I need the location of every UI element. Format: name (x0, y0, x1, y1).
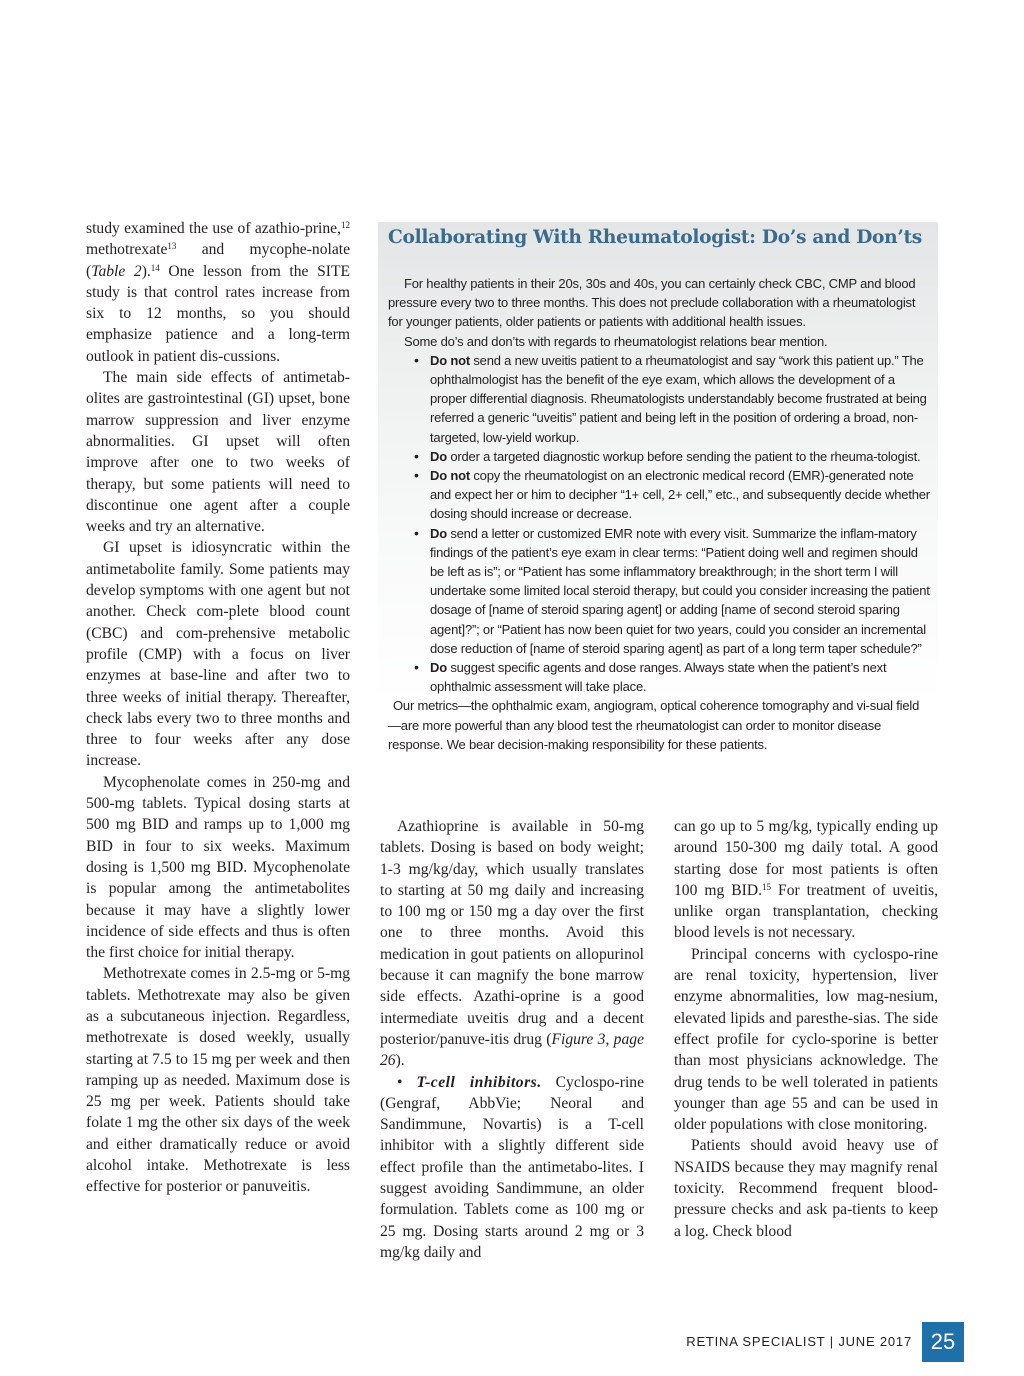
reference-superscript: 12 (341, 220, 350, 230)
paragraph: Patients should avoid heavy use of NSAIDS because they may magnify renal toxicity. Recommend frequent blood-pressure checks and ask pa-tients to keep a log. Check blood (674, 1137, 938, 1240)
bullet-icon: • (414, 524, 419, 541)
bullet-icon: • (414, 447, 419, 464)
bullet-icon: • (414, 467, 419, 484)
paragraph: Mycophenolate comes in 250-mg and 500-mg tablets. Typical dosing starts at 500 mg BID and ramps up to 1,000 mg BID in four to six weeks. Maximum dosing is 1,500 mg BID. Mycophenolate is popular among the antimetabolites because it may have a slightly lower incidence of side effects and thus is often the first choice for initial therapy. (86, 773, 350, 962)
list-item: • Do order a targeted diagnostic workup before sending the patient to the rheuma-tologist. (414, 447, 930, 466)
sidebar-intro: For healthy patients in their 20s, 30s and 40s, you can certainly check CBC, CMP and blood pressure every two to three months. This does not preclude collaboration with a rheumatologist for younger patients, older patients or patients with additional health issues. (388, 276, 916, 330)
reference-superscript: 14 (150, 262, 160, 273)
publication-info: RETINA SPECIALIST | JUNE 2017 (686, 1334, 912, 1349)
page-number: 25 (922, 1322, 964, 1362)
sidebar-intro-2: Some do’s and don’ts with regards to rheumatologist relations bear mention. (404, 333, 828, 349)
paragraph: Azathioprine is available in 50-mg tablets. Dosing is based on body weight; 1-3 mg/kg/day, which usually translates to starting at 50 mg daily and increasing to 100 mg or 150 mg a day over the first one to three months. Avoid this medication in gout patients on allopurinol because it can magnify the bone marrow side effects. Azathi-oprine is a good intermediate uveitis drug and a decent posterior/panuve-itis drug (Figure 3, page 26). (380, 818, 644, 1070)
paragraph: study examined the use of azathio-prine,$^{12}$ methotrexate$^{13}$ and mycophe-nolate (Table 2).$^{14}$ One lesson from the SITE study is that control rates increase from six to 12 months, so you should emphasize patience and a long-term outlook in patient dis-cussions. (86, 220, 350, 365)
paragraph: Principal concerns with cyclospo-rine are renal toxicity, hypertension, liver enzyme abnormalities, low mag-nesium, elevated lipids and paresthe-sias. The side effect profile for cyclo-sporine is better than most physicians acknowledge. The drug tends to be well tolerated in patients younger than age 55 and can be used in older populations with close monitoring. (674, 945, 938, 1134)
list-item: • Do not send a new uveitis patient to a rheumatologist and say “work this patient up.” The ophthalmologist has the benefit of the eye exam, which allows the development of a proper differential diagnosis. Rheumatologists understandably become frustrated at being referred a generic “uveitis” patient and being left in the position of ordering a broad, non-targeted, low-yield workup. (414, 351, 927, 445)
sidebar-list (388, 351, 930, 697)
page-footer (686, 1322, 964, 1362)
paragraph: GI upset is idiosyncratic within the antimetabolite family. Some patients may develop symptoms with one agent but not another. Check com-plete blood count (CBC) and com-prehensive metabolic profile (CMP) with a focus on liver enzymes at base-line and after two to three weeks of initial therapy. Thereafter, check labs every two to three months and three to four weeks after any dose increase. (86, 539, 350, 770)
list-item: • Do not copy the rheumatologist on an electronic medical record (EMR)-generated note and expect her or him to decipher “1+ cell, 2+ cell,” etc., and subsequently decide whether dosing should increase or decrease. (414, 467, 930, 522)
paragraph: • T-cell inhibitors. Cyclospo-rine (Gengraf, AbbVie; Neoral and Sandimmune, Novartis) is a T-cell inhibitor with a slightly different side effect profile than the antimetabo-lites. I suggest avoiding Sandimmune, an older formulation. Tablets come as 100 mg or 25 mg. Dosing starts around 2 mg or 3 mg/kg daily and (380, 1073, 644, 1261)
reference-superscript: 15 (762, 881, 772, 892)
sidebar-title: Collaborating With Rheumatologist: Do’s and Don’ts (388, 227, 922, 248)
paragraph: The main side effects of antimetab-olites are gastrointestinal (GI) upset, bone marrow suppression and liver enzyme abnormalities. GI upset will often improve after one to two weeks of therapy, but some patients will need to discontinue one agent after a couple weeks and try an alternative. (86, 369, 350, 536)
list-item: • Do suggest specific agents and dose ranges. Always state when the patient’s next ophthalmic assessment will take place. (414, 659, 887, 695)
bullet-icon: • (414, 659, 419, 676)
sidebar-outro: Our metrics—the ophthalmic exam, angiogram, optical coherence tomography and vi-sual field—are more powerful than any blood test the rheumatologist can order to monitor disease response. We bear decision-making responsibility for these patients. (388, 698, 920, 752)
figure-reference: Figure 3, page 26 (380, 1030, 644, 1070)
table-reference: Table 2 (91, 262, 142, 280)
list-item: • Do send a letter or customized EMR note with every visit. Summarize the inflam-matory findings of the patient’s eye exam in clear terms: “Patient doing well and regimen should be left as is”; or “Patient has some inflammatory breakthrough; in the short term I will undertake some limited local steroid therapy, but could you consider increasing the patient dosage of [name of steroid sparing agent] or adding [name of second steroid sparing agent]?”; or “Patient has now been quiet for two years, could you consider an incremental dose reduction of [name of steroid sparing agent] as part of a long term taper schedule?” (414, 524, 930, 656)
right-column (674, 816, 938, 1242)
bullet-icon: • (397, 1073, 403, 1091)
bullet-icon: • (414, 351, 419, 368)
paragraph: can go up to 5 mg/kg, typically ending up around 150-300 mg daily total. A good starting dose for most patients is often 100 mg BID.$^{15}$ For treatment of uveitis, unlike organ transplantation, checking blood levels is not necessary. (674, 818, 938, 942)
sidebar-box (378, 222, 938, 788)
reference-superscript: 13 (167, 241, 177, 252)
paragraph: Methotrexate comes in 2.5-mg or 5-mg tablets. Methotrexate may also be given as a subcutaneous injection. Regardless, methotrexate is dosed weekly, usually starting at 7.5 to 15 mg per week and then ramping up as needed. Maximum dose is 25 mg per week. Patients should take folate 1 mg the other six days of the week and either dramatically reduce or avoid alcohol intake. Methotrexate is less effective for posterior or panuveitis. (86, 965, 350, 1196)
section-run-in-head: T-cell inhibitors. (416, 1073, 542, 1091)
left-column (86, 218, 350, 1198)
middle-column (380, 816, 644, 1263)
